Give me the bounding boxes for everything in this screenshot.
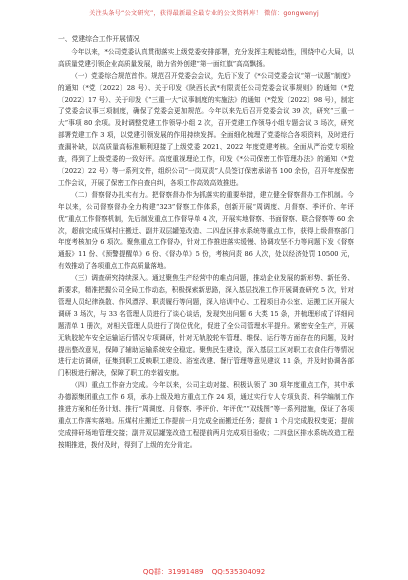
document-body — [58, 34, 354, 452]
section-heading: 一、党建综合工作开展情况 — [58, 35, 140, 43]
promo-banner: 关注头条号“公文研究”，获得最新最全最专业的公文资料库！ 微信：gongwenyj — [89, 10, 319, 17]
paragraph-supervision: （二）督察督办扎实有力。把督察督办作为抓落实的重要举措，建立健全督察督办工作机制。今年以来，公司督察督办全力构建“323”督察工作体系，创新开展“周调度、月督察、季评价、年评优”重点工作督察机制，先后制发重点工作督导单 4 次，开展实地督察、书面督察、联合督察等 60 余次，超前完成压煤村庄搬迁、副井双层罐笼改造、二四盘区排水系统等重点工作，获得上级督察部门年度考核加分 6 项次。聚焦重点工作督办，针对工作推进落实缓慢、协调攻坚不力等问题下发《督察通报》11 份、《预警提醒单》6 份、《督办单》5 份，考核问责 86 人次，处以经济处罚 10500 元，有效推动了各项重点工作高质量落地。 — [58, 190, 354, 271]
contact-footer: QQ群：31991489 QQ:535304092 — [142, 568, 266, 576]
paragraph-key-tasks: （四）重点工作奋力完成。今年以来，公司主动对接、积极认领了 30 项年度重点工作，其中承办德源集团重点工作 6 项，承办上级及地方重点工作 24 项，通过实行专人专项负责、科学编制工作推进方案和任务计划、推行“周调度、月督察、季评价、年评优”“双线图”等一系列措施，保证了各项重点工作落实落地。压煤村庄搬迁工作提前一月完成全面搬迁任务；提前 1 个月完成股权变更；提前完成排矸场地管理交接；副井双层罐笼改造工程提前两月完成项目验收；二四盘区排水系统改造工程按期推进，拨付及时，得到了上级的充分肯定。 — [58, 381, 354, 449]
paragraph-party-affairs: （一）党委综合规范首作。规范召开党委会会议，先后下发了《*公司党委会议“第一议题”制度》的通知（*党〔2022〕28 号）、关于印发《陕西长武*有限责任公司党委会议事规则》的通知（*党〔2022〕17 号）、关于印发《“三重一大”议事制度的实施法》的通知（*党发〔2022〕98 号），制定了党委会议事三项制度，确保了党委会更加规范。今年以来先后召开党委会议 39 次，研究“三重一大”事项 80 余项。及时调整党建工作领导小组 2 次，召开党建工作领导小组专题会议 3 场次，研究部署党建工作 3 项，以党建引领发展的作用持续发挥。全面细化梳理了党委综合各项资料，及时进行查漏补缺，以高质量高标准顺利迎接了上级党委 2021、2022 年度党建考核。全面从严治党专项检查，得到了上级党委的一致好评。高度重视理论工作，印发《*公司保密工作管理办法》的通知（*党〔2022〕22 号）等一系列文件，组织公司“一岗双责”人员签订保密承诺书 100 余份，召开年度保密工作会议，开展了保密工作自查自纠，各项工作高效高效推进。 — [58, 71, 354, 187]
paragraph-intro: 今年以来，*公司党委认真贯彻落实上级党委安排部署，充分发挥主观能动性，围绕中心大局，以高质量党建引领企业高质量发展，助力省外创建“第一面红旗”高高飘扬。 — [58, 47, 354, 68]
paragraph-research: （三）调查研究持续深入。通过聚焦生产经营中的难点问题，推动企业发展的新形势、新任务、新要求，精准把握公司全局工作动态，积极探索新思路，深入基层找准工作开展调查研究 5 次，针对管理人员纪律涣散、作风漂浮、职责履行等问题，深入培训中心、工程项目办公室、运搬工区开展大调研 3 场次，与 33 名管理人员进行了谈心谈话，发现突出问题 6 大类 15 条，并梳理形成了详细问题清单 1 册次，对相关管理人员进行了岗位优化，促进了全公司管理水平提升。紧密安全生产，开展无轨胶轮车安全运输运行情况专项调研，针对无轨胶轮车管理、维保、运行等方面存在的问题，及时提出整改意见，保障了辅助运输系统安全稳定。聚焦民生建设，深入基层工区对职工衣食住行等情况进行走访调研，征集到职工反映职工建设、浴室改建、餐厅管理等意见建议 11 条，并及时协调各部门积极进行解决，保障了职工的幸福安康。 — [58, 274, 354, 378]
